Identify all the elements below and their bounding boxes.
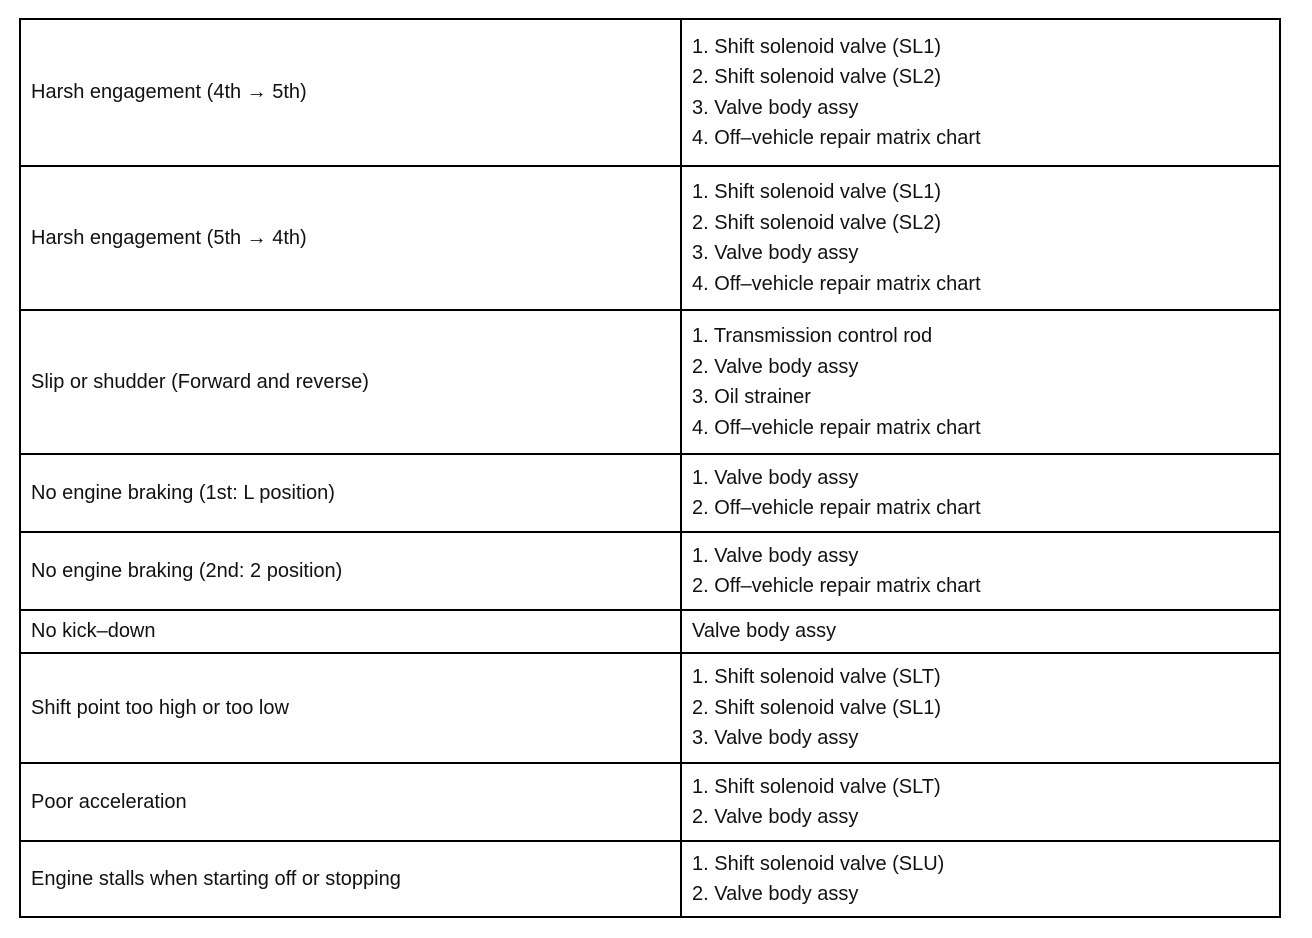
symptom-cell xyxy=(20,653,681,763)
cause-item: 2. Valve body assy xyxy=(692,806,859,828)
cause-cell xyxy=(681,454,1280,532)
cause-list xyxy=(692,321,1279,443)
table-row xyxy=(20,610,1280,653)
cause-item: 3. Valve body assy xyxy=(692,242,859,264)
cause-item: 2. Shift solenoid valve (SL1) xyxy=(692,696,942,719)
cause-cell xyxy=(681,166,1280,310)
cause-item: 1. Transmission control rod xyxy=(692,325,933,347)
symptom-cell xyxy=(20,610,681,653)
troubleshooting-table xyxy=(19,18,1281,918)
cause-item: 2. Valve body assy xyxy=(692,883,859,905)
table-row xyxy=(20,166,1280,310)
symptom-text: Harsh engagement (4th → 5th) xyxy=(31,81,307,104)
cause-item: 1. Shift solenoid valve (SL1) xyxy=(692,181,942,203)
symptom-cell xyxy=(20,763,681,841)
symptom-text: Shift point too high or too low xyxy=(31,696,289,719)
cause-cell xyxy=(681,763,1280,841)
cause-item: 2. Valve body assy xyxy=(692,355,859,378)
cause-list xyxy=(692,616,1279,647)
symptom-cell xyxy=(20,310,681,454)
cause-item: Valve body assy xyxy=(692,620,837,643)
symptom-text: Slip or shudder (Forward and reverse) xyxy=(31,370,369,393)
cause-item: 1. Valve body assy xyxy=(692,466,859,489)
cause-item: 3. Oil strainer xyxy=(692,386,811,408)
cause-item: 1. Shift solenoid valve (SL1) xyxy=(692,35,942,58)
cause-item: 3. Valve body assy xyxy=(692,727,859,750)
table-row xyxy=(20,454,1280,532)
cause-item: 1. Shift solenoid valve (SLT) xyxy=(692,775,941,798)
symptom-text: No engine braking (1st: L position) xyxy=(31,481,335,504)
cause-item: 2. Off–vehicle repair matrix chart xyxy=(692,497,981,519)
symptom-text: Poor acceleration xyxy=(31,790,187,813)
symptom-text: No kick–down xyxy=(31,620,156,643)
cause-list xyxy=(692,541,1279,602)
cause-item: 4. Off–vehicle repair matrix chart xyxy=(692,127,981,149)
cause-cell xyxy=(681,841,1280,917)
table-row xyxy=(20,841,1280,917)
symptom-cell xyxy=(20,166,681,310)
cause-list xyxy=(692,177,1279,299)
table-row xyxy=(20,532,1280,610)
symptom-text: Harsh engagement (5th → 4th) xyxy=(31,226,307,249)
cause-item: 1. Shift solenoid valve (SLU) xyxy=(692,852,945,875)
table-row xyxy=(20,653,1280,763)
cause-item: 1. Valve body assy xyxy=(692,544,859,567)
cause-list xyxy=(692,662,1279,754)
cause-item: 1. Shift solenoid valve (SLT) xyxy=(692,666,941,689)
symptom-cell xyxy=(20,454,681,532)
cause-item: 2. Shift solenoid valve (SL2) xyxy=(692,66,942,88)
table-body xyxy=(20,19,1280,917)
table-row xyxy=(20,19,1280,166)
cause-list xyxy=(692,772,1279,833)
cause-list xyxy=(692,849,1279,910)
cause-cell xyxy=(681,610,1280,653)
symptom-cell xyxy=(20,841,681,917)
cause-list xyxy=(692,32,1279,154)
table-row xyxy=(20,310,1280,454)
symptom-text: No engine braking (2nd: 2 position) xyxy=(31,559,343,582)
cause-item: 2. Shift solenoid valve (SL2) xyxy=(692,211,942,234)
table-row xyxy=(20,763,1280,841)
symptom-text: Engine stalls when starting off or stopping xyxy=(31,867,401,890)
cause-cell xyxy=(681,653,1280,763)
cause-cell xyxy=(681,310,1280,454)
cause-item: 2. Off–vehicle repair matrix chart xyxy=(692,575,981,597)
cause-item: 3. Valve body assy xyxy=(692,96,859,119)
cause-cell xyxy=(681,19,1280,166)
symptom-cell xyxy=(20,532,681,610)
symptom-cell xyxy=(20,19,681,166)
cause-item: 4. Off–vehicle repair matrix chart xyxy=(692,416,981,439)
cause-cell xyxy=(681,532,1280,610)
cause-item: 4. Off–vehicle repair matrix chart xyxy=(692,272,981,295)
cause-list xyxy=(692,463,1279,524)
